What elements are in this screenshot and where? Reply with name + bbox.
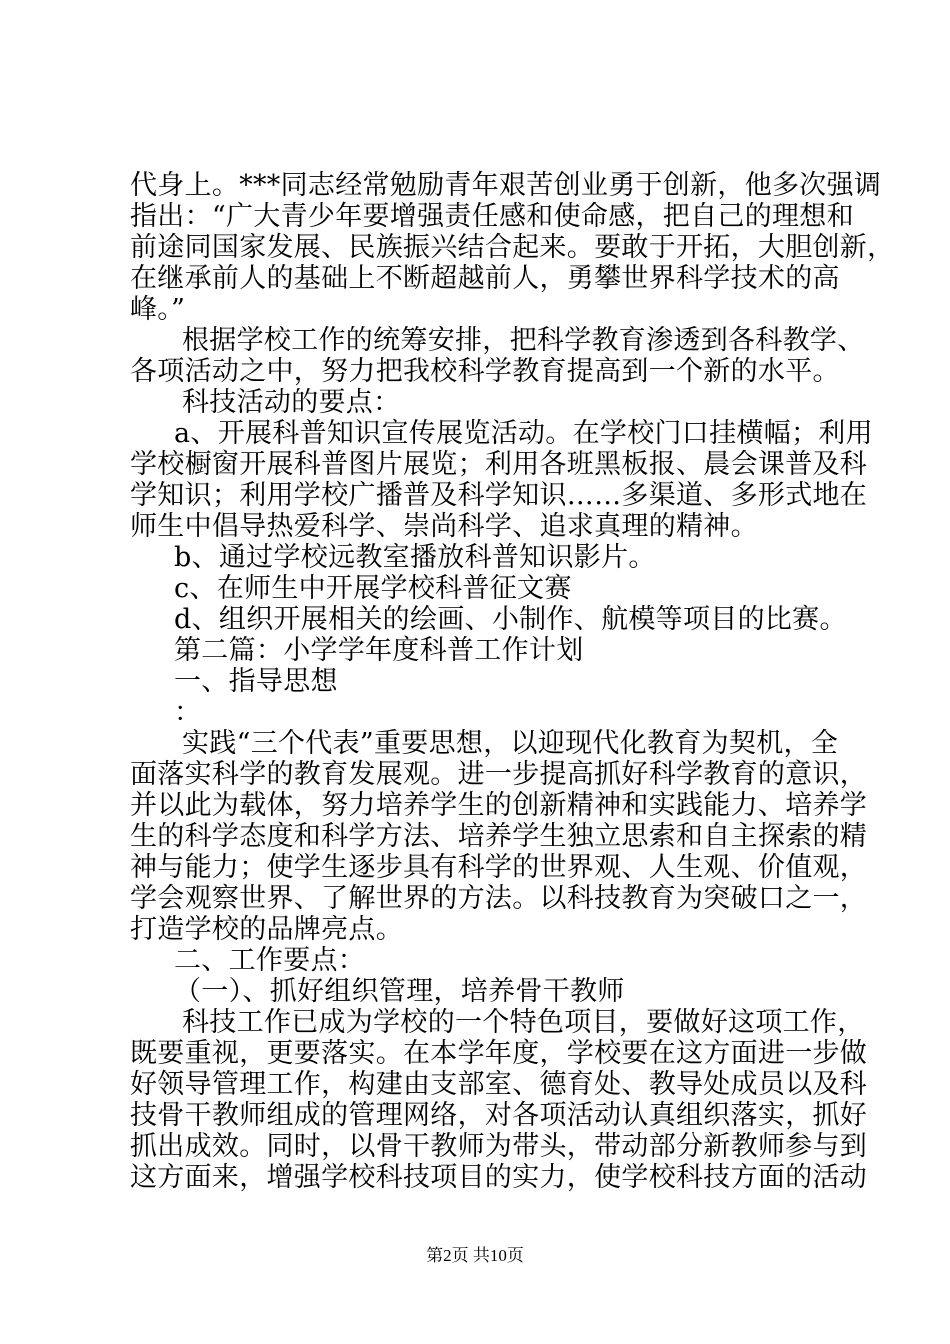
text-line: 神与能力；使学生逐步具有科学的世界观、人生观、价值观， [130,852,868,883]
text-line: a、开展科普知识宣传展览活动。在学校门口挂横幅；利用 [174,418,873,449]
text-line: 科技活动的要点： [182,387,401,418]
text-line: b、通过学校远教室播放科普知识影片。 [174,542,656,573]
text-line: 在继承前人的基础上不断超越前人，勇攀世界科学技术的高 [130,263,840,294]
text-line: 各项活动之中，努力把我校科学教育提高到一个新的水平。 [130,356,840,387]
text-line: 学校橱窗开展科普图片展览；利用各班黑板报、晨会课普及科 [130,449,868,480]
section-heading: 二、工作要点： [174,945,366,976]
text-line: 代身上。***同志经常勉励青年艰苦创业勇于创新，他多次强调 [130,170,882,201]
text-line: 学知识；利用学校广播普及科学知识……多渠道、多形式地在 [130,480,868,511]
text-line: 既要重视，更要落实。在本学年度，学校要在这方面进一步做 [130,1038,868,1069]
text-line: 这方面来，增强学校科技项目的实力，使学校科技方面的活动 [130,1162,868,1193]
text-line: 师生中倡导热爱科学、崇尚科学、追求真理的精神。 [130,511,758,542]
page-number-footer: 第2页 共10页 [426,1246,524,1265]
text-line: 并以此为载体，努力培养学生的创新精神和实践能力、培养学 [130,790,868,821]
section-heading: 一、指导思想 [174,666,338,697]
text-line: 根据学校工作的统筹安排，把科学教育渗透到各科教学、 [182,325,865,356]
document-body [130,170,895,1193]
text-line: ： [174,697,202,728]
section-heading: （一）、抓好组织管理，培养骨干教师 [174,976,625,1007]
text-line: 前途同国家发展、民族振兴结合起来。要敢于开拓，大胆创新， [130,232,895,263]
text-line: 打造学校的品牌亮点。 [130,914,403,945]
text-line: 实践“三个代表”重要思想，以迎现代化教育为契机，全 [182,728,839,759]
text-line: 科技工作已成为学校的一个特色项目，要做好这项工作， [182,1007,865,1038]
text-line: 面落实科学的教育发展观。进一步提高抓好科学教育的意识， [130,759,868,790]
text-line: 生的科学态度和科学方法、培养学生独立思索和自主探索的精 [130,821,868,852]
text-line: c、在师生中开展学校科普征文赛 [174,573,572,604]
text-line: 技骨干教师组成的管理网络，对各项活动认真组织落实，抓好 [130,1100,868,1131]
text-line: d、组织开展相关的绘画、小制作、航模等项目的比赛。 [174,604,847,635]
text-line: 学会观察世界、了解世界的方法。以科技教育为突破口之一， [130,883,868,914]
section-heading: 第二篇：小学学年度科普工作计划 [174,635,584,666]
text-line: 峰。” [130,294,186,325]
text-line: 好领导管理工作，构建由支部室、德育处、教导处成员以及科 [130,1069,868,1100]
text-line: 抓出成效。同时，以骨干教师为带头，带动部分新教师参与到 [130,1131,868,1162]
text-line: 指出：“广大青少年要增强责任感和使命感，把自己的理想和 [130,201,854,232]
